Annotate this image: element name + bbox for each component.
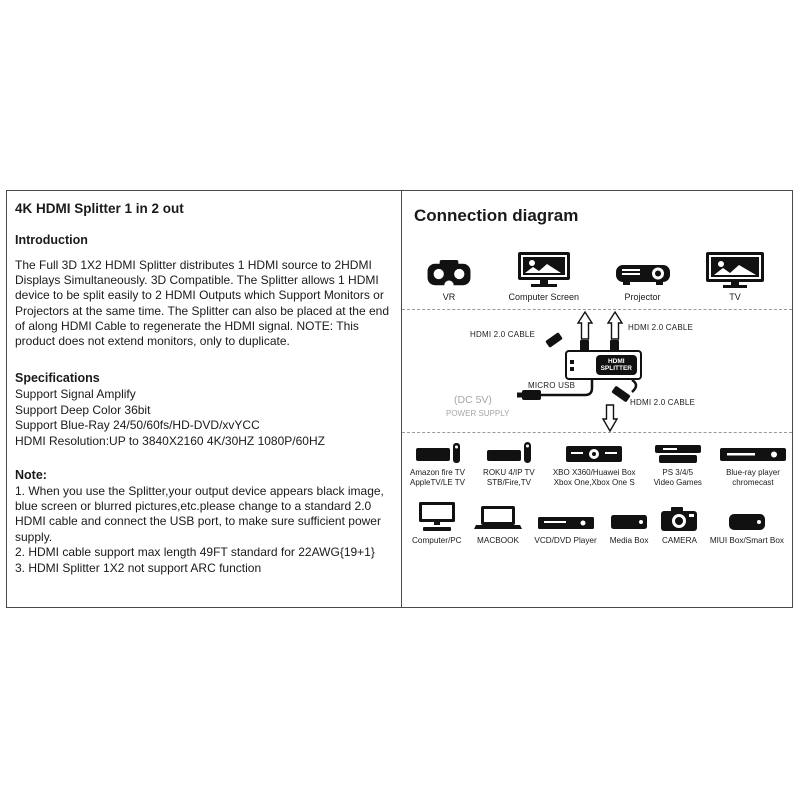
note-line: 3. HDMI Splitter 1X2 not support ARC function bbox=[15, 560, 262, 575]
device-tv bbox=[706, 252, 764, 302]
device-media-box bbox=[609, 512, 649, 545]
hdmi-cable-label-right-bottom: HDMI 2.0 CABLE bbox=[630, 398, 696, 407]
device-label-line: chromecast bbox=[732, 478, 774, 487]
device-label bbox=[553, 468, 636, 488]
left-panel bbox=[7, 191, 402, 607]
device-label: Computer/PC bbox=[412, 536, 462, 545]
source-devices-row-1 bbox=[402, 433, 792, 488]
spec-line: Support Blue-Ray 24/50/60fs/HD-DVD/xvYCC bbox=[15, 418, 260, 433]
notes-list bbox=[15, 484, 393, 576]
xbox-console-icon bbox=[566, 443, 622, 465]
device-label-line: XBO X360/Huawei Box bbox=[552, 468, 636, 477]
device-label: Computer Screen bbox=[508, 292, 580, 302]
device-label-line: AppleTV/LE TV bbox=[410, 478, 465, 487]
power-supply-label: POWER SUPPLY bbox=[446, 409, 510, 418]
device-label: Projector bbox=[624, 292, 661, 302]
device-label-line: STB/Fire,TV bbox=[486, 478, 531, 487]
hdmi-cable-label-left: HDMI 2.0 CABLE bbox=[470, 330, 536, 339]
intro-text: The Full 3D 1X2 HDMI Splitter distributes 1 HDMI source to 2HDMI Displays Simultaneously. 3D Compatible. The Splitter allows 1 HDMI device to be split easily to 2 HDMI Outputs which Support Monitors or Projectors at the same time. The Splitter can also be placed at the end of along HDMI Cable to regenerate the HDMI signal. NOTE: This product does not extend monitors, only to duplicate. bbox=[15, 258, 389, 349]
device-label bbox=[654, 468, 702, 488]
note-line: 1. When you use the Splitter,your output device appears black image, blue screen or blurred pictures,etc.please change to a standard 2.0 HDMI cable and connect the USB port, to make sure sufficient power supply. bbox=[15, 483, 384, 544]
product-title: 4K HDMI Splitter 1 in 2 out bbox=[15, 201, 184, 216]
device-label: MIUI Box/Smart Box bbox=[709, 536, 784, 545]
device-dvd-player bbox=[534, 514, 596, 545]
dc-5v-label: (DC 5V) bbox=[454, 394, 492, 406]
desktop-pc-icon bbox=[415, 502, 459, 532]
device-label bbox=[410, 468, 465, 488]
vr-headset-icon bbox=[426, 260, 472, 288]
hdmi-cable-label-right-top: HDMI 2.0 CABLE bbox=[628, 323, 694, 332]
computer-screen-icon bbox=[518, 252, 570, 288]
device-label-line: Video Games bbox=[653, 478, 702, 487]
specs-list bbox=[15, 387, 393, 449]
diagram-title: Connection diagram bbox=[414, 206, 579, 225]
spec-line: Support Deep Color 36bit bbox=[15, 402, 151, 417]
device-label: TV bbox=[729, 292, 741, 302]
splitter-ports bbox=[570, 358, 574, 372]
intro-heading: Introduction bbox=[15, 233, 88, 247]
fire-tv-box-icon bbox=[416, 441, 460, 465]
playstation-console-icon bbox=[655, 443, 701, 465]
device-playstation bbox=[654, 443, 702, 488]
roku-box-icon bbox=[487, 441, 531, 465]
dvd-player-icon bbox=[538, 514, 594, 532]
device-label: Media Box bbox=[609, 536, 649, 545]
note-line: 2. HDMI cable support max length 49FT standard for 22AWG{19+1} bbox=[15, 545, 375, 560]
camera-icon bbox=[661, 506, 697, 532]
note-heading: Note: bbox=[15, 467, 47, 482]
macbook-icon bbox=[474, 506, 522, 532]
micro-usb-label: MICRO USB bbox=[528, 381, 576, 390]
device-label-line: ROKU 4/IP TV bbox=[483, 468, 535, 477]
spec-line: Support Signal Amplify bbox=[15, 387, 136, 402]
device-label bbox=[483, 468, 535, 488]
device-label: VCD/DVD Player bbox=[534, 536, 597, 545]
device-label-line: Blue-ray player bbox=[726, 468, 780, 477]
splitter-label-line1: HDMI bbox=[607, 357, 625, 365]
device-macbook bbox=[474, 506, 522, 545]
bluray-player-icon bbox=[720, 445, 786, 465]
projector-icon bbox=[616, 262, 670, 288]
device-label: MACBOOK bbox=[477, 536, 519, 545]
product-sheet bbox=[6, 190, 793, 608]
device-label-line: Xbox One,Xbox One S bbox=[553, 478, 635, 487]
device-miui-box bbox=[710, 512, 784, 545]
device-computer-screen bbox=[508, 252, 579, 302]
splitter-label bbox=[596, 355, 637, 376]
device-roku bbox=[483, 441, 535, 488]
media-box-icon bbox=[609, 512, 649, 532]
splitter-diagram bbox=[402, 310, 792, 432]
device-label-line: PS 3/4/5 bbox=[662, 468, 694, 477]
device-bluray-player bbox=[720, 445, 786, 488]
output-devices-row bbox=[402, 252, 792, 309]
device-vr bbox=[426, 260, 472, 302]
device-label bbox=[726, 468, 780, 488]
tv-icon bbox=[706, 252, 764, 288]
source-devices-row-2 bbox=[402, 488, 792, 545]
right-panel bbox=[402, 191, 792, 607]
device-fire-tv bbox=[410, 441, 465, 488]
splitter-label-line2: SPLITTER bbox=[600, 365, 632, 372]
device-computer-pc bbox=[412, 502, 462, 545]
smart-box-icon bbox=[726, 512, 768, 532]
device-xbox bbox=[553, 443, 636, 488]
specs-heading: Specifications bbox=[15, 371, 100, 386]
device-projector bbox=[616, 262, 670, 302]
hdmi-splitter-box bbox=[565, 350, 642, 380]
device-label: CAMERA bbox=[661, 536, 697, 545]
device-camera bbox=[661, 506, 697, 545]
device-label-line: Amazon fire TV bbox=[410, 468, 465, 477]
device-label: VR bbox=[442, 292, 456, 302]
spec-line: HDMI Resolution:UP to 3840X2160 4K/30HZ 1080P/60HZ bbox=[15, 434, 325, 448]
